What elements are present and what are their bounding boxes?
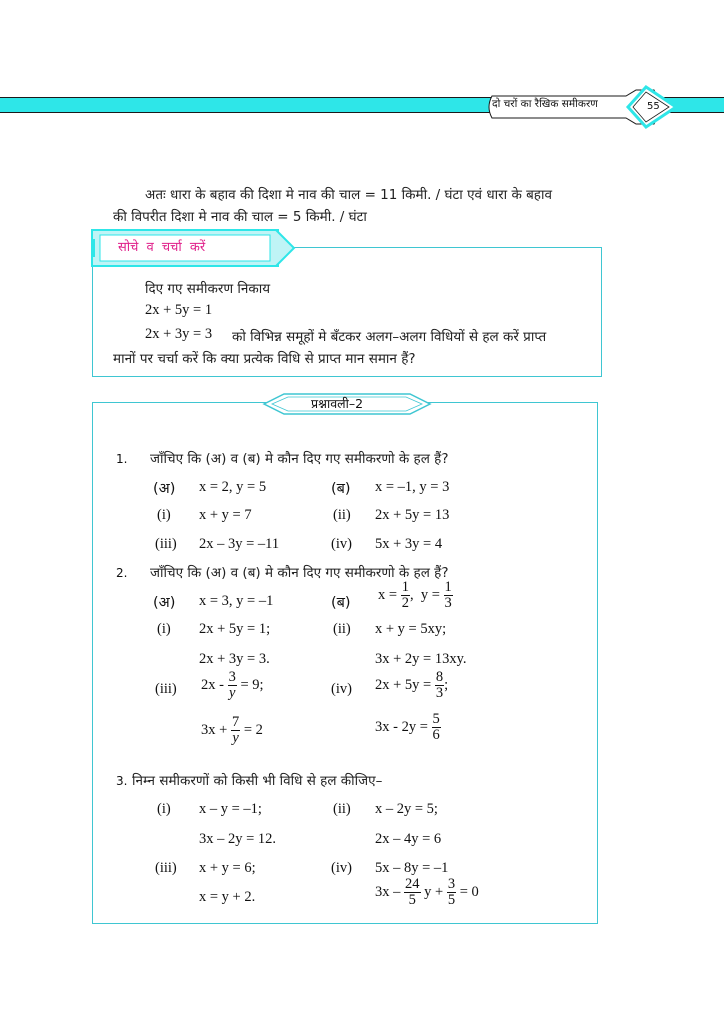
q2-iii-eq2-lhs: 3x + <box>201 722 228 739</box>
q2-i-equation-1: 2x + 5y = 1; <box>199 621 271 637</box>
q2-b-x: x = <box>378 587 398 604</box>
q2-iv-eq1-lhs: 2x + 5y = <box>375 677 432 694</box>
q3-iv-eq2-lhs: 3x – <box>375 884 401 901</box>
q2-b-value <box>378 580 453 611</box>
q2-b-label: (ब) <box>331 595 351 611</box>
q3-iv-eq2-middle: y + <box>424 884 444 901</box>
q2-iv-eq1-rhs: ; <box>444 677 449 694</box>
q2-a-value: x = 3, y = –1 <box>199 593 274 609</box>
q2-iii-equation-2 <box>201 715 263 746</box>
q1-a-value: x = 2, y = 5 <box>199 479 267 495</box>
q3-iii-equation-2: x = y + 2. <box>199 889 256 905</box>
q2-b-separator: , <box>409 587 414 604</box>
q2-iv-eq1-numerator: 8 <box>435 669 444 685</box>
q3-iv-eq2-numerator-1: 24 <box>405 876 420 892</box>
q3-i-equation-2: 3x – 2y = 12. <box>199 831 277 847</box>
discuss-line-2: को विभिन्न समूहों मे बँटकर अलग–अलग विधियों से हल करें प्राप्त <box>232 329 547 345</box>
q2-a-label: (अ) <box>153 595 176 611</box>
discuss-line-1: दिए गए समीकरण निकाय <box>145 281 271 297</box>
q1-iii-equation: 2x – 3y = –11 <box>199 536 280 552</box>
q3-iv-eq2-denominator-2: 5 <box>447 892 456 909</box>
q3-ii-equation-1: x – 2y = 5; <box>375 801 438 817</box>
q3-iv-eq2-fraction-2 <box>447 877 456 908</box>
q2-iv-eq2-denominator: 6 <box>432 727 440 744</box>
q2-b-x-denominator: 2 <box>401 595 409 612</box>
q2-iii-eq2-rhs: = 2 <box>243 722 263 739</box>
q2-iii-eq1-lhs: 2x - <box>201 677 224 694</box>
q2-iii-eq1-numerator: 3 <box>228 669 236 685</box>
q2-ii-equation-1: x + y = 5xy; <box>375 621 447 637</box>
q2-b-x-fraction <box>401 580 410 611</box>
q2-iv-eq2-lhs: 3x - 2y = <box>375 719 428 736</box>
q2-ii-equation-2: 3x + 2y = 13xy. <box>375 651 467 667</box>
intro-line-2: की विपरीत दिशा मे नाव की चाल = 5 किमी. / घंटा <box>113 209 367 225</box>
q3-iv-label: (iv) <box>331 860 352 876</box>
q2-iv-eq1-fraction <box>435 670 444 701</box>
q2-b-y-denominator: 3 <box>444 595 452 612</box>
q2-iii-eq1-fraction <box>228 670 237 701</box>
q2-iv-equation-1 <box>375 670 448 701</box>
q2-iii-equation-1 <box>201 670 264 701</box>
running-title: दो चरों का रैखिक समीकरण <box>492 98 598 110</box>
q2-iv-label: (iv) <box>331 681 352 697</box>
q3-iv-eq2-denominator-1: 5 <box>408 892 416 909</box>
q1-b-label: (ब) <box>331 481 351 497</box>
q3-number: 3. <box>116 774 128 788</box>
q2-iii-eq1-denominator: y <box>229 685 236 702</box>
q2-text: जाँचिए कि (अ) व (ब) मे कौन दिए गए समीकरणो के हल हैं? <box>150 565 449 581</box>
q2-iv-eq2-fraction <box>432 712 441 743</box>
q1-iv-equation: 5x + 3y = 4 <box>375 536 443 552</box>
q1-text: जाँचिए कि (अ) व (ब) मे कौन दिए गए समीकरणो के हल हैं? <box>150 451 449 467</box>
q2-iv-equation-2 <box>375 712 441 743</box>
q2-iii-eq2-denominator: y <box>232 730 239 747</box>
q2-b-x-numerator: 1 <box>401 579 409 595</box>
q2-iv-eq2-numerator: 5 <box>432 711 440 727</box>
q1-iii-label: (iii) <box>155 536 177 552</box>
q3-i-label: (i) <box>157 801 171 817</box>
q2-iii-eq1-rhs: = 9; <box>240 677 264 694</box>
q1-ii-equation: 2x + 5y = 13 <box>375 507 450 523</box>
q3-iii-equation-1: x + y = 6; <box>199 860 256 876</box>
q3-iv-eq2-rhs: = 0 <box>459 884 479 901</box>
q2-iii-eq2-fraction <box>231 715 240 746</box>
q1-i-equation: x + y = 7 <box>199 507 252 523</box>
discuss-equation-1: 2x + 5y = 1 <box>145 302 213 318</box>
q2-b-y-numerator: 1 <box>444 579 452 595</box>
exercise-title: प्रश्नावली–2 <box>311 396 364 411</box>
q1-ii-label: (ii) <box>333 507 351 523</box>
q2-ii-label: (ii) <box>333 621 351 637</box>
q3-iii-label: (iii) <box>155 860 177 876</box>
discuss-line-3: मानों पर चर्चा करें कि क्या प्रत्येक विधि से प्राप्त मान समान हैं? <box>113 351 416 367</box>
q1-i-label: (i) <box>157 507 171 523</box>
intro-line-1: अतः धारा के बहाव की दिशा मे नाव की चाल = 11 किमी. / घंटा एवं धारा के बहाव <box>145 187 552 203</box>
q3-i-equation-1: x – y = –1; <box>199 801 262 817</box>
q2-b-y-fraction <box>444 580 453 611</box>
q2-i-equation-2: 2x + 3y = 3. <box>199 651 270 667</box>
q2-i-label: (i) <box>157 621 171 637</box>
q3-iv-eq2-numerator-2: 3 <box>447 876 456 892</box>
q1-iv-label: (iv) <box>331 536 352 552</box>
q1-number: 1. <box>116 452 128 466</box>
q2-number: 2. <box>116 566 128 580</box>
q2-iii-eq2-numerator: 7 <box>231 714 240 730</box>
discuss-title: सोचे व चर्चा करें <box>118 240 206 255</box>
q3-iv-equation-2 <box>375 877 479 908</box>
q3-ii-equation-2: 2x – 4y = 6 <box>375 831 442 847</box>
q3-iv-eq2-fraction-1 <box>404 877 421 908</box>
q2-iv-eq1-denominator: 3 <box>435 685 444 702</box>
q3-iv-equation-1: 5x – 8y = –1 <box>375 860 449 876</box>
q1-b-value: x = –1, y = 3 <box>375 479 450 495</box>
q2-iii-label: (iii) <box>155 681 177 697</box>
q3-text: निम्न समीकरणों को किसी भी विधि से हल कीजिए– <box>132 773 383 789</box>
q3-ii-label: (ii) <box>333 801 351 817</box>
q1-a-label: (अ) <box>153 481 176 497</box>
discuss-equation-2: 2x + 3y = 3 <box>145 326 213 342</box>
page-number: 55 <box>647 101 660 112</box>
q2-b-y: y = <box>420 587 440 604</box>
